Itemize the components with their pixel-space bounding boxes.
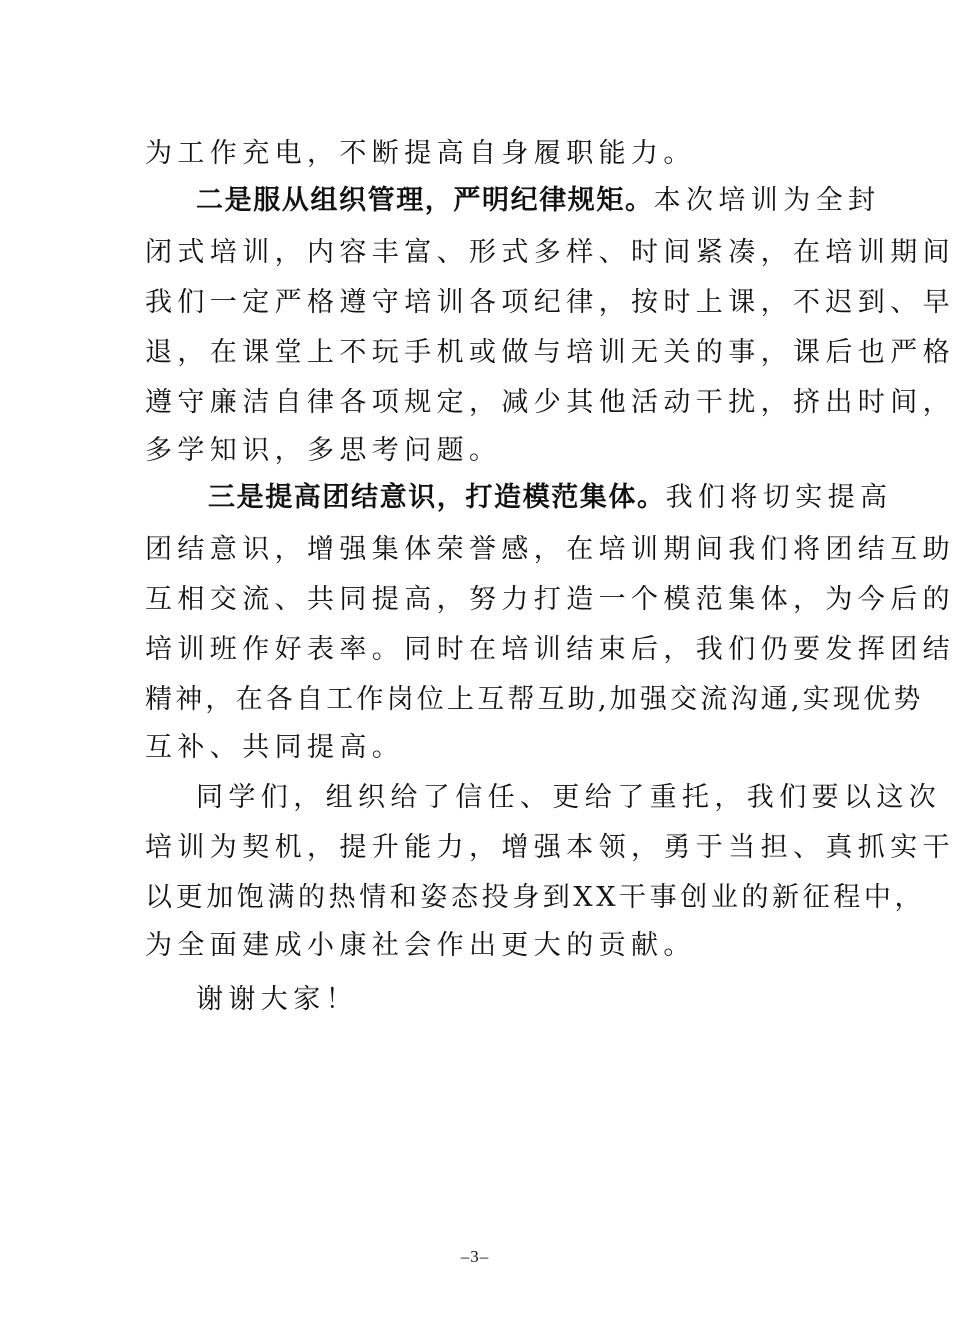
paragraph-first-line <box>208 481 893 515</box>
paragraph-line: 为工作充电，不断提高自身履职能力。 <box>145 138 696 169</box>
paragraph-line: 遵守廉洁自律各项规定，减少其他活动干扰，挤出时间， <box>145 387 955 418</box>
paragraph-heading: 三是提高团结意识，打造模范集体。 <box>208 482 666 513</box>
paragraph-line: 团结意识，增强集体荣誉感，在培训期间我们将团结互助 <box>145 534 955 565</box>
paragraph-heading: 二是服从组织管理，严明纪律规矩。 <box>196 185 654 216</box>
paragraph-first-line: 谢谢大家！ <box>196 984 358 1015</box>
paragraph-line: 多学知识，多思考问题。 <box>145 435 502 466</box>
paragraph-line: 为全面建成小康社会作出更大的贡献。 <box>145 930 696 961</box>
paragraph-line: 培训为契机，提升能力，增强本领，勇于当担、真抓实干 <box>145 832 955 863</box>
paragraph-first-line: 同学们，组织给了信任、更给了重托，我们要以这次 <box>196 782 942 813</box>
paragraph-text: 我们将切实提高 <box>665 482 893 513</box>
paragraph-line: 退，在课堂上不玩手机或做与培训无关的事，课后也严格 <box>145 337 955 368</box>
paragraph-line: 互补、共同提高。 <box>145 732 405 763</box>
paragraph-first-line <box>196 184 881 218</box>
paragraph-line: 精神，在各自工作岗位上互帮互助,加强交流沟通,实现优势 <box>145 684 924 715</box>
paragraph-line: 培训班作好表率。同时在培训结束后，我们仍要发挥团结 <box>145 634 955 665</box>
page-number: –3– <box>460 1247 490 1266</box>
paragraph-text: 本次培训为全封 <box>653 185 881 216</box>
paragraph-line: 互相交流、共同提高，努力打造一个模范集体，为今后的 <box>145 584 955 615</box>
paragraph-line: 我们一定严格遵守培训各项纪律，按时上课，不迟到、早 <box>145 287 955 318</box>
paragraph-line: 以更加饱满的热情和姿态投身到XX干事创业的新征程中， <box>145 882 926 913</box>
paragraph-line: 闭式培训，内容丰富、形式多样、时间紧凑，在培训期间 <box>145 237 955 268</box>
